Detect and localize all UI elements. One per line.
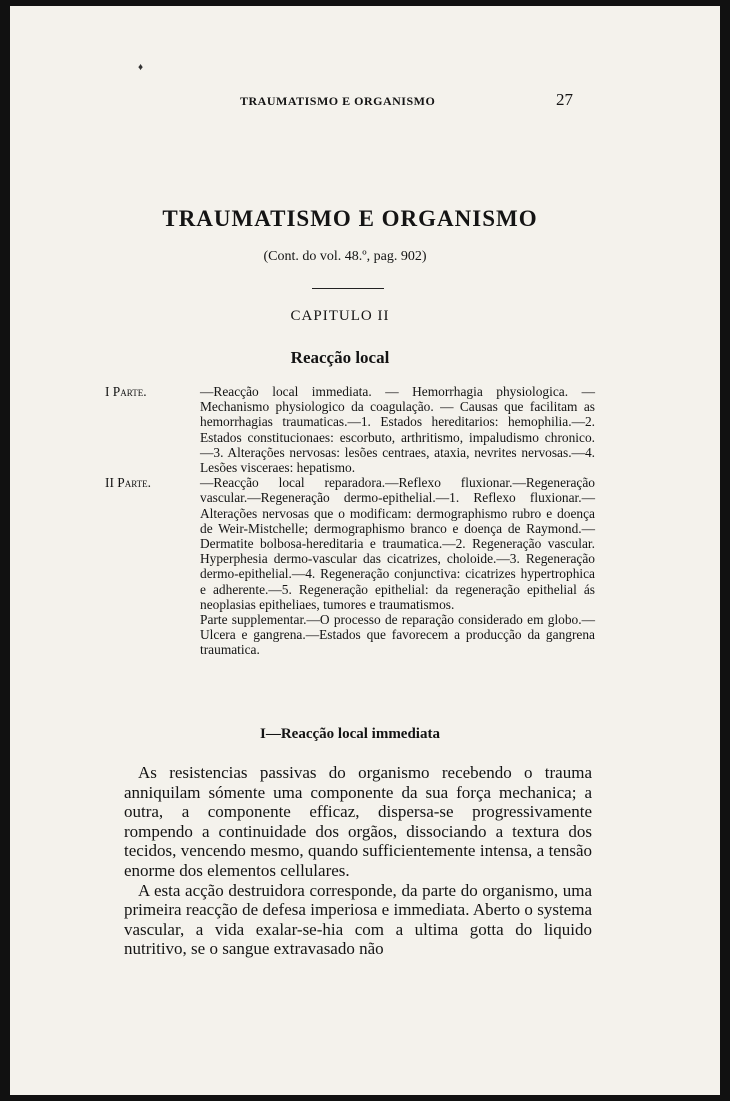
book-page [10, 6, 720, 1095]
body-text [124, 763, 592, 959]
paragraph: A esta acção destruidora corresponde, da parte do organismo, uma primeira reacção de defesa imperiosa e immediata. Aberto o systema vascular, a vida exalar-se-hia com a ultima gotta do liquido nutritivo, se o sangue extravasado não [124, 880, 592, 959]
part-label: II Parte. [105, 475, 152, 491]
divider [312, 288, 384, 289]
running-header: TRAUMATISMO E ORGANISMO [240, 94, 436, 108]
paragraph: As resistencias passivas do organismo recebendo o trauma anniquilam sómente uma componente da sua força mechanica; a outra, a componente efficaz, dispersa-se progressivamente rompendo a continuidade dos orgãos, dissociando a textura dos tecidos, vencendo mesmo, quando sufficientemente intensa, a tensão enorme dos elementos cellulares. [124, 763, 592, 880]
chapter-heading: CAPITULO II [290, 308, 390, 324]
page-number: 27 [556, 90, 573, 109]
part-text: —Reacção local immediata. — Hemorrhagia physiologica. — Mechanismo physiologico da coagulação. — Causas que facilitam as hemorrhagias traumaticas.—1. Estados hereditarios: hemophilia.—2. Estados constitucionaes: escorbuto, arthritismo, impaludismo chronico.—3. Alterações nervosas: lesões centraes, ataxia, nevrites nervosas.—4. Lesões visceraes: hepatismo. [200, 384, 595, 476]
summary-supplement: Parte supplementar.—O processo de reparação considerado em globo.—Ulcera e gangrena.—Estados que favorecem a producção da gangrena traumatica. [200, 612, 595, 658]
continuation-note: (Cont. do vol. 48.º, pag. 902) [263, 249, 427, 264]
summary-part-1 [105, 384, 595, 475]
subsection-heading: I—Reacção local immediata [260, 726, 440, 742]
summary-part-2 [105, 475, 595, 612]
ink-mark: ♦ [138, 62, 144, 73]
chapter-summary [105, 384, 595, 658]
article-title: TRAUMATISMO E ORGANISMO [162, 206, 538, 231]
part-label: I Parte. [105, 384, 147, 399]
section-title: Reacção local [290, 348, 390, 367]
part-text: —Reacção local reparadora.—Reflexo fluxionar.—Regeneração vascular.—Regeneração dermo-epithelial.—1. Reflexo fluxionar.—Alterações nervosas que o modificam: dermographismo rubro e doença de Weir-Mistchelle; dermographismo branco e doença de Raymond.—Dermatite bolbosa-hereditaria e traumatica.—2. Regeneração vascular. Hyperphesia dermo-vascular das cicatrizes, choloide.—3. Regeneração dermo-epithelial.—4. Regeneração conjunctiva: cicatrizes hypertrophica e adherente.—5. Regeneração epithelial: da regeneração epithelial ás neoplasias epitheliaes, tumores e traumatismos. [200, 475, 595, 612]
